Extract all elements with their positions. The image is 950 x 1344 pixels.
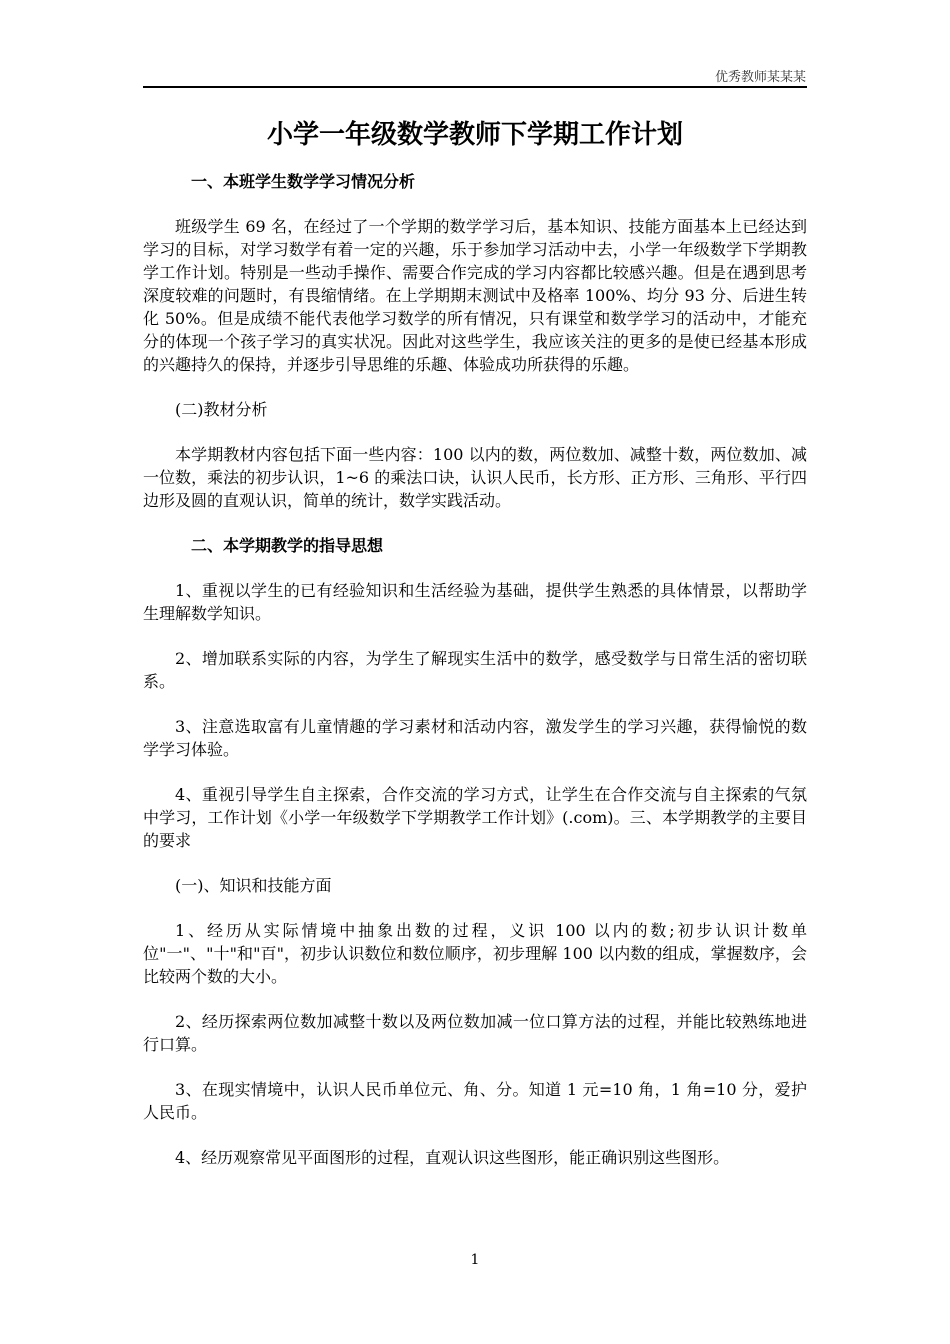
subsection-heading: (一)、知识和技能方面 bbox=[175, 876, 332, 895]
list-item: 2、经历探索两位数加减整十数以及两位数加减一位口算方法的过程，并能比较熟练地进行口算。 bbox=[143, 1012, 807, 1054]
list-item: 4、重视引导学生自主探索，合作交流的学习方式，让学生在合作交流与自主探索的气氛中学习，工作计划《小学一年级数学下学期教学工作计划》(.com)。三、本学期教学的主要目的要求 bbox=[143, 785, 807, 850]
subsection-heading: (二)教材分析 bbox=[175, 400, 268, 419]
page-header-author: 优秀教师某某某 bbox=[714, 70, 806, 85]
document-body bbox=[143, 170, 807, 1191]
list-item: 3、在现实情境中，认识人民币单位元、角、分。知道 1 元=10 角，1 角=10 分，爱护人民币。 bbox=[143, 1080, 807, 1122]
page-number: 1 bbox=[470, 1252, 480, 1268]
list-item: 3、注意选取富有儿童情趣的学习素材和活动内容，激发学生的学习兴趣，获得愉悦的数学学习体验。 bbox=[143, 717, 807, 759]
paragraph: 本学期教材内容包括下面一些内容：100 以内的数，两位数加、减整十数，两位数加、减一位数，乘法的初步认识，1~6 的乘法口诀，认识人民币，长方形、正方形、三角形、平行四边形及圆的直观认识，简单的统计，数学实践活动。 bbox=[143, 445, 807, 510]
section-heading: 二、本学期教学的指导思想 bbox=[191, 536, 384, 555]
list-item: 4、经历观察常见平面图形的过程，直观认识这些图形，能正确识别这些图形。 bbox=[175, 1148, 730, 1167]
paragraph: 班级学生 69 名，在经过了一个学期的数学学习后，基本知识、技能方面基本上已经达到学习的目标，对学习数学有着一定的兴趣，乐于参加学习活动中去，小学一年级数学下学期教学工作计划。特别是一些动手操作、需要合作完成的学习内容都比较感兴趣。但是在遇到思考深度较难的问题时，有畏缩情绪。在上学期期末测试中及格率 100%、均分 93 分、后进生转化 50%。但是成绩不能代表他学习数学的所有情况，只有课堂和数学学习的活动中，才能充分的体现一个孩子学习的真实状况。因此对这些学生，我应该关注的更多的是使已经基本形成的兴趣持久的保持，并逐步引导思维的乐趣、体验成功所获得的乐趣。 bbox=[143, 217, 807, 374]
header-divider bbox=[143, 86, 807, 88]
list-item: 1、重视以学生的已有经验知识和生活经验为基础，提供学生熟悉的具体情景，以帮助学生理解数学知识。 bbox=[143, 581, 807, 623]
section-heading: 一、本班学生数学学习情况分析 bbox=[191, 172, 416, 191]
list-item: 1、经历从实际情境中抽象出数的过程，义识 100 以内的数;初步认识计数单位"一"、"十"和"百"，初步认识数位和数位顺序，初步理解 100 以内数的组成，掌握数序，会比较两个数的大小。 bbox=[143, 921, 807, 986]
document-title: 小学一年级数学教师下学期工作计划 bbox=[266, 120, 683, 150]
list-item: 2、增加联系实际的内容，为学生了解现实生活中的数学，感受数学与日常生活的密切联系。 bbox=[143, 649, 807, 691]
